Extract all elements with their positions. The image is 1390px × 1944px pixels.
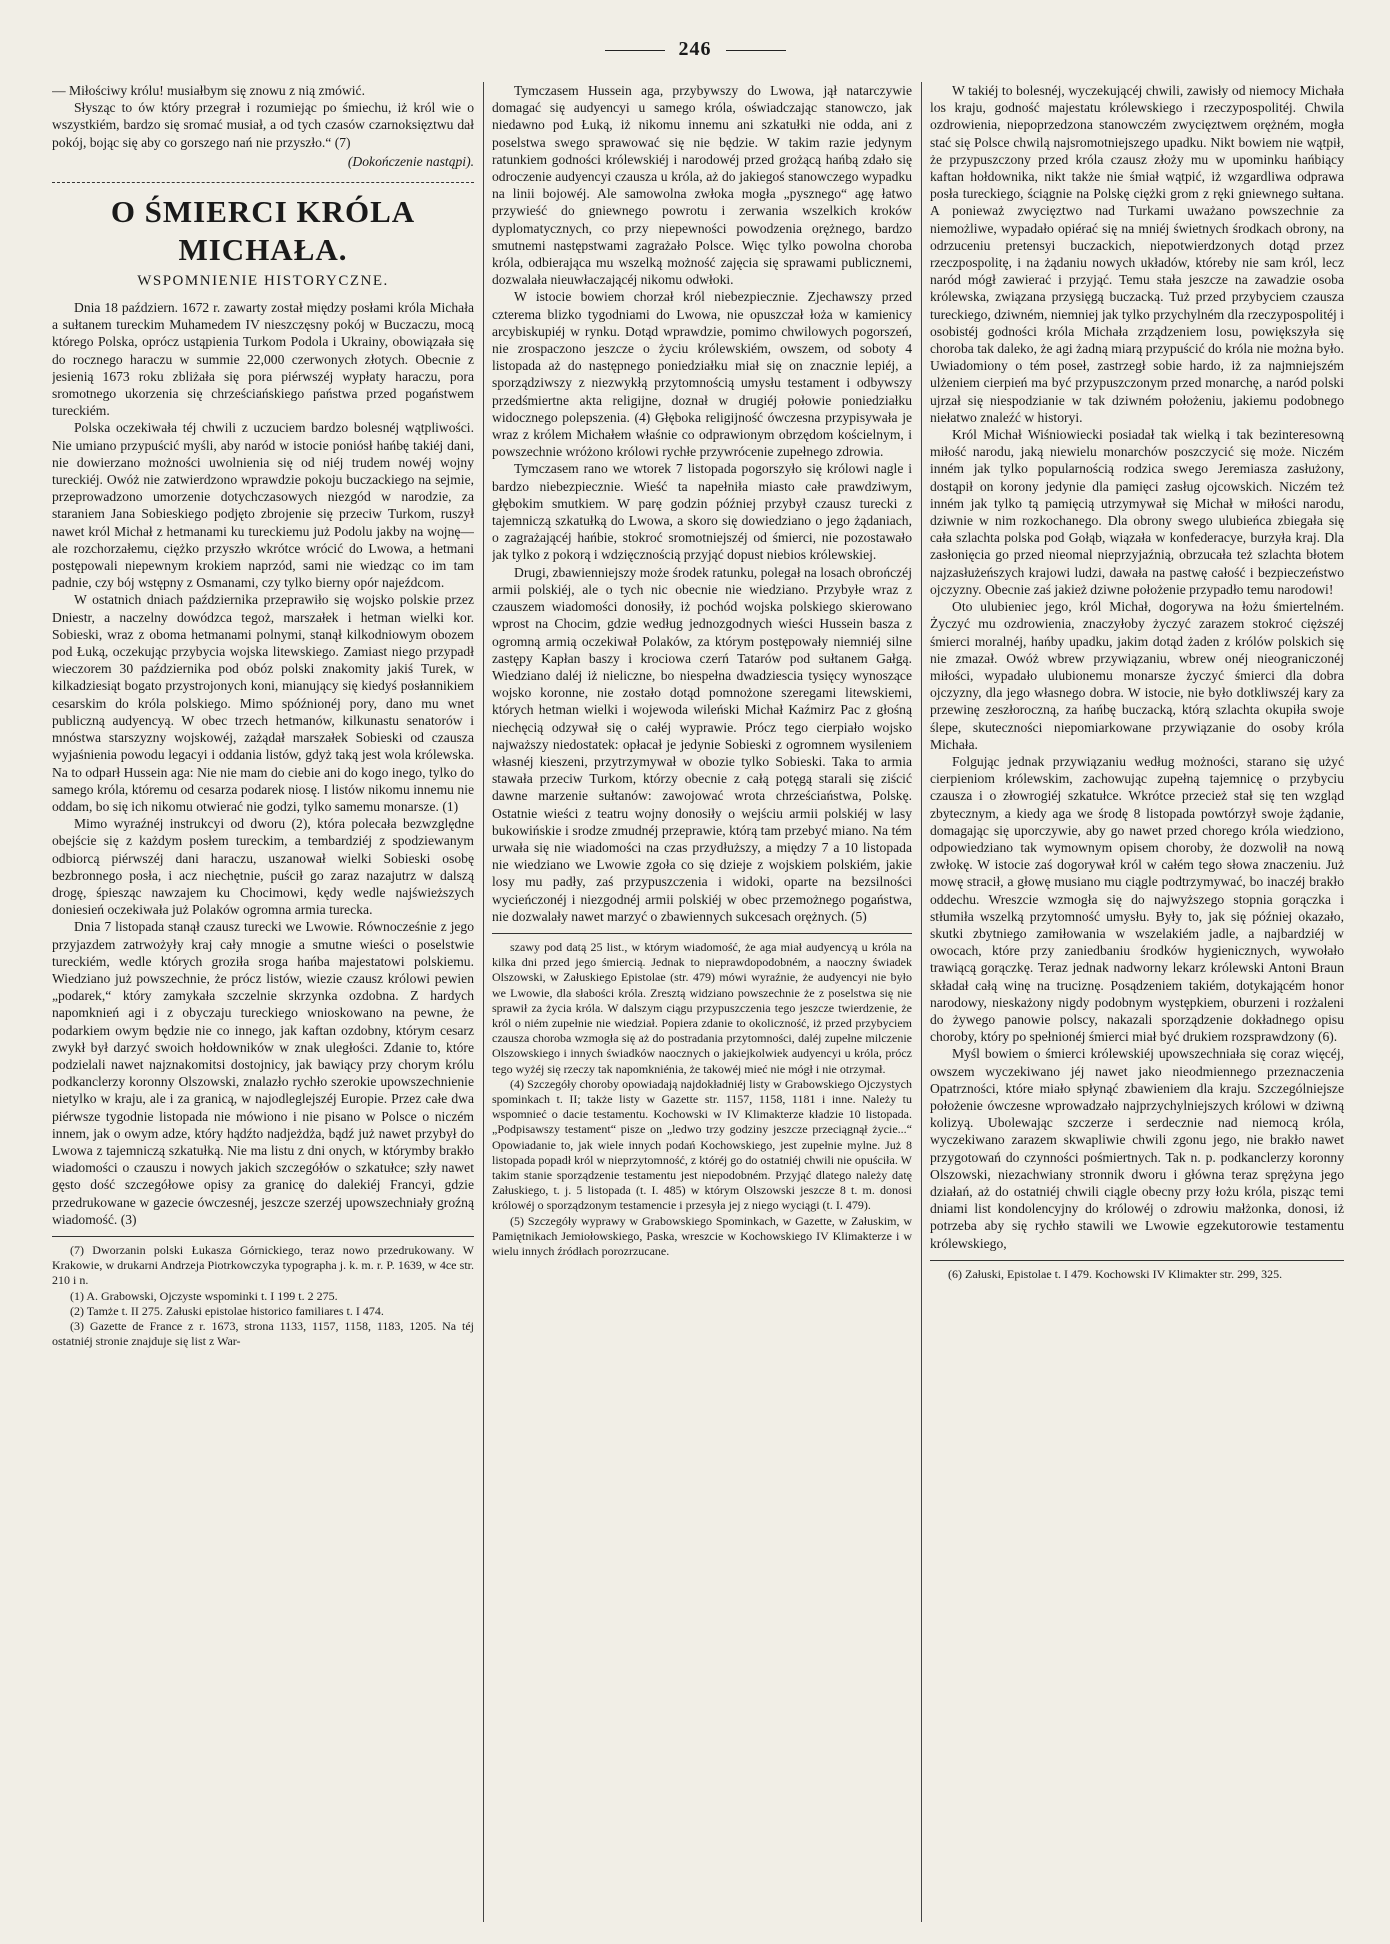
- column-divider: [921, 82, 922, 1922]
- continuation-note: (Dokończenie nastąpi).: [347, 153, 474, 169]
- footnote: szawy pod datą 25 list., w którym wiadomość, że aga miał audyencyą u króla na kilka dni przed jego śmiercią. Jednak to nieprawdopodobném, a naoczny świadek Olszowski, w Załuskiego Epistolae (str. 479) mówi wyraźnie, że audyencyi nie było we Lwowie, dla słabości króla. Zresztą widziano powszechnie że z poselstwa się nie sprawił za życia króla. W dalszym ciągu przypuszczenia tego jeszcze twierdzenie, że król o niém zupełnie nie wiedział. Popiera zdanie to okoliczność, iż przed przybyciem czausza choroba wzmogła się aż do postradania przytomności, daléj zupełne milczenie Olszowskiego i innych świadków naocznych o jakiejkolwiek audyencyi u króla, prócz tego wyżéj się rzeczy tak napomkniénia, że takowéj mieć nie mógł i nie otrzymał.: [492, 939, 912, 1076]
- footnotes: [492, 933, 912, 1259]
- article-subtitle: WSPOMNIENIE HISTORYCZNE.: [137, 273, 389, 290]
- footnote: (6) Załuski, Epistolae t. I 479. Kochowski IV Klimakter str. 299, 325.: [948, 1266, 1283, 1281]
- article-paragraph: Myśl bowiem o śmierci królewskiéj upowszechniała się coraz więcéj, owszem wyczekiwano jéj nawet jako nieodmiennego przeznaczenia Opatrzności, które miało spłynąć zbawieniem dla kraju. Szczególniejsze położenie ówczesne wprowadzało najprzychylniejszych królowi w dziwną kolizyą. Ubolewając szczerze i serdecznie nad niemocą króla, wyczekiwano zarazem skwapliwie chwili zgonu jego, nie brakło nawet przygotowań do czynności pośmiertnych. Tak n. p. podkanclerzy koronny Olszowski, niezachwiany stronnik dworu i główna teraz sprężyna jego działań, aż do ostatniéj chwili ciągle obecny przy łożu króla, pisząc temi dniami list kondolencyjny do królowéj o zdrowiu małżonka, donosi, iż potrzeba aby się rychło stawili we Lwowie egzekutorowie testamentu królewskiego,: [930, 1046, 1344, 1251]
- column-2: [492, 82, 912, 1922]
- intro-paragraph: — Miłościwy królu! musiałbym się znowu z nią zmówić.: [52, 83, 365, 98]
- column-3: [930, 82, 1344, 1922]
- article-paragraph: W istocie bowiem chorzał król niebezpiecznie. Zjechawszy przed czterema blizko tygodniami do Lwowa, nie opuszczał łoża w kamienicy arcybiskupiéj w rynku. Dotąd wprawdzie, pomimo chwilowych pogorszeń, nie zrospaczono jeszcze o życiu królewskiém, owszem, od soboty 4 listopada aż do następnego poniedziałku miał się on znacznie lepiéj, a sporządziwszy z niezwykłą przytomnością umysłu testament i odbywszy przedśmiertne akta religijne, doznał w drugiéj połowie poniedziałku widocznego polepszenia. (4) Głęboka religijność ówczesna przypisywała je wraz z królem Michałem właśnie co odprawionym obrzędom kościelnym, i powszechnie wróżono królowi rychłe przywrócenie zupełnego zdrowia.: [492, 289, 912, 460]
- footnote: (5) Szczegóły wyprawy w Grabowskiego Spominkach, w Gazette, w Załuskim, w Pamiętnikach Jemiołowskiego, Paska, wreszcie w Kochowskiego IV Klimakterze i w wielu innych źródłach porozrzucane.: [492, 1213, 912, 1259]
- article-paragraph: Dnia 18 październ. 1672 r. zawarty został między posłami króla Michała a sułtanem tureckim Muhamedem IV nieszczęsny pokój w Buczaczu, mocą którego Polska, oprócz ustąpienia Turkom Podola i Ukrainy, obowiązała się do rocznego haraczu w summie 22,000 czerwonych złotych. Obecnie z jesienią 1673 roku zbliżała się pora piérwszéj wypłaty haraczu, pora sromotnego ukorzenia się chrześciańskiego państwa przed pogaństwem tureckiém.: [52, 300, 474, 419]
- article-paragraph: Folgując jednak przywiązaniu według możności, starano się użyć cierpieniom królewskim, zachowując zupełną tajemnicę o przybyciu czausza i o złowrogiéj szkatułce. Wkrótce przecież stał się ten wzgląd zbytecznym, a kiedy aga we środę 8 listopada powtórzył swoje żądanie, domagając się uporczywie, aby go nawet przed chorego króla wiedziono, odpowiedziano tak wymownym opisem choroby, że dozwolił na nową zwłokę. W istocie zaś dogorywał król w całém tego słowa znaczeniu. Już mowę stracił, a głowę musiano mu ciągle podtrzymywać, bo inaczéj brakło oddechu. Wreszcie wzmogła się do najwyższego stopnia gorączka i stłumiła wszelką przytomność umysłu. Były to, jak się później okazało, skutki zbytniego zamiłowania w wszelakiém jadle, a najbardziéj w owocach, które przy zaniedbaniu środków hygienicznych, wywołało trawiącą gorączkę. Teraz jednak nadworny lekarz królewski Antoni Braun składał całą winę na truciznę. Posądzeniem takiém, dotykającém honor narodowy, nieskażony nigdy podobnym występkiem, oburzeni i rozżaleni do żywego panowie polscy, nakazali sporządzenie dokładnego opisu choroby, który po spełnionéj śmierci miał być drukiem rozsprawdzony (6).: [930, 753, 1344, 1045]
- footnote: (3) Gazette de France z r. 1673, strona 1133, 1157, 1158, 1183, 1205. Na téj ostatniéj stronie znajduje się list z War-: [52, 1319, 474, 1349]
- article-paragraph: W takiéj to bolesnéj, wyczekującéj chwili, zawisły od niemocy Michała los kraju, godność majestatu królewskiego i rzeczypospolitéj. Chwila ozdrowienia, niepoprzedzona stanowczém zwycięztwem orężném, mogła stać się Polsce chwilą najsromotniejszego upadku. Nikt bowiem nie wątpił, że przypuszczony przed króla czausz złoży mu w upominku hańbiący kaftan hołdownika, nikt także nie śmiał wątpić, iż wzgardliwa odprawa posła tureckiego, ściągnie na Polskę ciężki grom z ręki gniewnego sułtana. A ponieważ zwycięztwo nad Turkami uważano powszechnie za niemożliwe, wypadało opiérać się na mniéj świetnych środkach obrony, na odrzuceniu pretensyi buczackich, niepotwierdzonych dotąd przez rzeczpospolitę, i na żądaniu nowych układów, któreby nie sam król, lecz naród mógł zawierać i przyjąć. Temu stała jeszcze na zawadzie osoba królewska, związana przysięgą buczacką. Tuż przed przybyciem czausza tureckiego, dziwném, niemniej jak tylko przychylném dla rzeczypospolitéj i osobistéj godności króla Michała zrządzeniem losu, powiększyła się choroba tak daleko, że agi żadną miarą przypuścić do króla nie można było. Uwiadomiony o tém poseł, zastrzegł sobie hardo, iż za najmniejszém ulżeniem cierpień ma być przypuszczonym przed monarchę, a naród polski ujrzał się niespodzianie w tak dziwném położeniu, jakiemu podobnego niełatwo znaleźć w historyi.: [930, 83, 1344, 425]
- page-number-header: [0, 38, 1390, 61]
- column-divider: [483, 82, 484, 1922]
- article-paragraph: W ostatnich dniach października przeprawiło się wojsko polskie przez Dniestr, a naczelny dowódzca tegoż, marszałek i hetman wielki kor. Sobieski, wraz z oboma hetmanami polnymi, stanął kilkodniowym obozem pod Łuką, oczekując przybycia wojska litewskiego. Zamiast niego przypadł wieczorem 30 października pod obóz polski znakomity jakiś Turek, w kilkadziesiąt bogato przystrojonych koni, mianujący się kiedyś posłannikiem cesarskim do króla polskiego. Mimo spóźnionéj pory, dano mu wnet publiczną audyencyą. W obec trzech hetmanów, kilkunastu senatorów i mnóstwa starszyzny wojskowéj, zażądał marszałek Sobieski od czausza wyjaśnienia powodu legacyi i oddania listów, gdyż taką jest wola królewska. Na to odparł Hussein aga: Nie nie mam do ciebie ani do kogo inego, tylko do samego króla, któremu od cesarza podarek niosę. I listów nikomu innemu nie oddam, bo się ich nikomu otwierać nie godzi, tylko samemu monarsze. (1): [52, 592, 474, 814]
- footnote: (2) Tamże t. II 275. Załuski epistolae historico familiares t. I 474.: [70, 1303, 384, 1318]
- article-paragraph: Oto ulubieniec jego, król Michał, dogorywa na łożu śmiertelném. Życzyć mu ozdrowienia, znaczyłoby życzyć zarazem stokroć cięższéj śmierci moralnéj, hańby upadku, jakim dotąd żaden z królów polskich się nie zmazał. Owóż wbrew przywiązaniu, wbrew onéj nieograniczonéj miłości, wypadało ulubionemu monarsze życzyć śmierci dla dobra ojczyzny, dla jego własnego dobra. W istocie, nie było dotkliwszéj kary za przewinę zeszłoroczną, za hańbę buczacką, którą szlachta okupiła swoje ślepe, skuteczności niepomiarkowane przywiązanie do osoby króla Michała.: [930, 599, 1344, 752]
- column-1: [52, 82, 474, 1922]
- footnote: (1) A. Grabowski, Ojczyste wspominki t. I 199 t. 2 275.: [70, 1288, 338, 1303]
- intro-paragraph: Słysząc to ów który przegrał i rozumiejąc po śmiechu, iż król wie o wszystkiém, bardzo się sromać musiał, a od tych czasów czarnoksięztwu dał pokój, bojąc się aby co gorszego nań nie przyszło.“ (7): [52, 100, 474, 150]
- article-paragraph: Król Michał Wiśniowiecki posiadał tak wielką i tak bezinteresowną miłość narodu, jaką niewielu monarchów poszczycić się może. Niczém inném jak tylko popularnością rodzica swego Jeremiasza zasłużony, dostąpił on korony jedynie dla pamięci zasług ojcowskich. Niczém też inném jak tylko tą pamięcią utrzymywał się Michał w miłości narodu, dziwnie w nim rozkochanego. Dla obrony swego ulubieńca zbiegała się cała szlachta polska pod Gołąb, wiązała w konfederacye, burzyła kraj. Dla zasłonięcia go przed nieomal nieprzyjaźnią, obrzucała też szlachta błotem najzasłużeńszych krajowi ludzi, dawała na pastwę całość i bezpieczeństwo ojczyzny. Obecnie zaś jakież dziwne położenie przypadło temu narodowi!: [930, 427, 1344, 597]
- article-paragraph: Dnia 7 listopada stanął czausz turecki we Lwowie. Równocześnie z jego przyjazdem zatrwożyły kraj cały mnogie a smutne wieści o poselstwie tureckiém, wedle których groziła sroga hańba majestatowi polskiemu. Wiedziano już powszechnie, że prócz listów, wiezie czausz królowi pewien „podarek,“ który zamykała szczelnie skrzynka ozdobna. Z hardych napomknień agi i z obyczaju tureckiego wnioskowano na pewne, że podarkiem owym będzie nie co innego, jak kaftan ozdobny, którym cesarz zwykł był darzyć swoich hołdowników w znak uległości. Zdanie to, które podzielali nawet najznakomitsi dostojnicy, jak bawiący przy chorym królu podkanclerzy koronny Olszowski, znalazło rychło szerokie upowszechnienie nietylko w kraju, ale i za granicą, w najodleglejszéj Europie. Przez całe dwa piérwsze tygodnie listopada nie mówiono i nie pisano w Polsce o niczém innem, jak o owym adze, który hądźto nadjeżdża, bądź już nawet przybył do Lwowa z tajemniczą szkatułką. Nie ma listu z dni onych, w którymby brakło wiadomości o czauszu i nowych jakich szczegółów o szkatułce; szły nawet gęsto dość szczegółowe opisy za granicę do dalekiéj Francyi, gdzie przedrukowane w gazecie ówczesnéj, jeszcze szerzéj upowszechniały groźną wiadomość. (3): [52, 919, 474, 1227]
- article-paragraph: Drugi, zbawienniejszy może środek ratunku, polegał na losach obrończéj armii polskiéj, ale o tych nic obecnie nie wiedziano. Przybyłe wraz z czauszem wiadomości donosiły, iż pochód wojska polskiego skierowano wprost na Chocim, gdzie według jednozgodnych wieści Hussein basza z ogromną armią oczekiwał Polaków, za którym postępowały niemniéj silne zastępy Kapłan baszy i krociowa czerń Tatarów pod sułtanem Gałgą. Wiedziano daléj iż nieliczne, bo niespełna dwadziescia tysięcy wynoszące wojsko koronne, nie zostało dotąd pomnożone szeregami litewskiemi, których hetman wielki i wojewoda wileński Michał Kaźmirz Pac z głośną niechęcią odzywał się o całéj wyprawie. Prócz tego cierpiało wojsko najważszy niedostatek: opłacał je jedynie Sobieski z ogromnem wysileniem własnéj kieszeni, przytrzymywał w obozie tylko Sobieski. Taka to armia stawała przeciw Turkom, którzy obecnie z całą potęgą starali się ziścić dawne marzenie sułtanów: zawojować wrota chrześciaństwa, Polskę. Ostatnie wieści z teatru wojny donosiły o wejściu armii polskiéj w lasy bukowińskie i srodze zmudnéj przeprawie, którą tam przebyć miano. Na tém urwała się nie wiadomości na czas przydłuższy, a między 7 a 10 listopada nie wiedziano we Lwowie zgoła co się dzieje z wojskiem polskiém, jakie losy mu padły, zaś przypuszczenia i widoki, oparte na bezsilności wycieńczonéj i niezgodnéj armii polskiéj w obec przemożnego pogaństwa, nie dozwalały nawet marzyć o zbawiennych sukcesach orężnych. (5): [492, 564, 912, 924]
- page-number: 246: [678, 38, 712, 60]
- article-title: O ŚMIERCI KRÓLA MICHAŁA.: [110, 194, 416, 268]
- article-paragraph: Tymczasem rano we wtorek 7 listopada pogorszyło się królowi nagle i bardzo niebezpiecznie. Wieść ta napełniła miasto całe prawdziwym, głębokim smutkiem. W parę godzin później przybył czausz turecki z tajemniczą szkatułką do Lwowa, a skoro się dowiedziano o jego żądaniach, o zagrażającéj hańbie, stokroć sromotniejszéj od śmierci, nie pozostawało jak tylko z pokorą i wdzięcznością przyjąć dopust niebios królewskiej.: [492, 461, 912, 563]
- footnotes: [930, 1260, 1344, 1282]
- section-divider: [52, 182, 474, 183]
- footnotes: [52, 1236, 474, 1349]
- footnote: (4) Szczegóły choroby opowiadają najdokładniéj listy w Grabowskiego Ojczystych spominkach t. II; także listy w Gazette str. 1157, 1158, 1181 i inne. Należy tu wspomnieć o dacie testamentu. Kochowski w IV Klimakterze kładzie 10 listopada. „Podpisawszy testament“ pisze on „ledwo trzy godziny jeszcze przeciągnął życie...“ Opowiadanie to, jak wiele innych podań Kochowskiego, jest zupełnie mylne. Już 8 listopada popadł król w nieprzytomność, z któréj go do ostatniéj chwili nie opuściła. W takim stanie sporządzenie testamentu jest niepodobném. Przyjąć dlatego należy datę Załuskiego, t. j. 5 listopada (t. I. 485) w którym Olszowski jeszcze 8 t. m. donosi królowéj o sporządzonym testamencie i przesyła jej z niego wyciągi (t. I. 479).: [492, 1076, 912, 1213]
- article-paragraph: Tymczasem Hussein aga, przybywszy do Lwowa, jął natarczywie domagać się audyencyi u samego króla, oświadczając stanowczo, jak niedawno pod Łuką, iż nikomu innemu ani szkatułki nie odda, ani z poselstwa swego sprawować się nie będzie. W takim razie jedynym ratunkiem godności królewskiéj i narodowéj przed grożącą hańbą zdało się odroczenie audyencyi czausza u króla, aż do jakiegoś stanowczego wypadku na linii bojowéj. Ale samowolna zwłoka mogła „pysznego“ agę łatwo przywieść do gniewnego powrotu i zerwania wszelkich kroków dyplomatycznych, co przy niepewności powodzenia orężnego, bardzo smutnemi następstwami zagrażało Polsce. Więc tylko powolna choroba króla, odbierająca mu wszelką możność zajęcia się sprawami publicznemi, dozwalała nieuwłaczającéj nikomu odwłoki.: [492, 83, 912, 288]
- footnote: (7) Dworzanin polski Łukasza Górnickiego, teraz nowo przedrukowany. W Krakowie, w drukarni Andrzeja Piotrkowczyka typographa j. k. m. r. P. 1639, w 4ce str. 210 i n.: [52, 1242, 474, 1288]
- article-paragraph: Polska oczekiwała téj chwili z uczuciem bardzo bolesnéj wątpliwości. Nie umiano przypuścić myśli, aby naród w istocie poniósł hańbę takiéj dani, nie dowierzano możności uwolnienia się od niéj trudem nowéj wojny tureckiéj. Owóż nie zatwierdzono wprawdzie pokoju buczackiego na sejmie, przeprowadzono umorzenie dotychczasowych niezgód w narodzie, za staraniem Jana Sobieskiego podjęto zbrojenie się przeciw Turkom, ruszył nawet król Michał z hetmanami ku tureckiemu już Podolu jakby na wojnę—ale rozchorzałemu, ciężko przyszło wkrótce wrócić do Lwowa, a hetmani postępowali niepewnym krokiem naprzód, sami nie wiedząc co im tam padnie, czy bój wstępny z Osmanami, czy tylko bierny opór najeźdcom.: [52, 420, 474, 591]
- article-paragraph: Mimo wyraźnéj instrukcyi od dworu (2), która polecała bezwzględne obejście się z każdym posłem tureckim, a tembardziéj z spodziewanym odbiorcą piérwszéj dani haraczu, uszanował wielki Sobieski osobę bezbronnego posła, i acz niechętnie, puścił go zaraz nazajutrz w dalszą drogę, śpiesząc nawzajem ku Chocimowi, kędy wedle najświeższych doniesień oczekiwała już Polaków ogromna armia turecka.: [52, 816, 474, 918]
